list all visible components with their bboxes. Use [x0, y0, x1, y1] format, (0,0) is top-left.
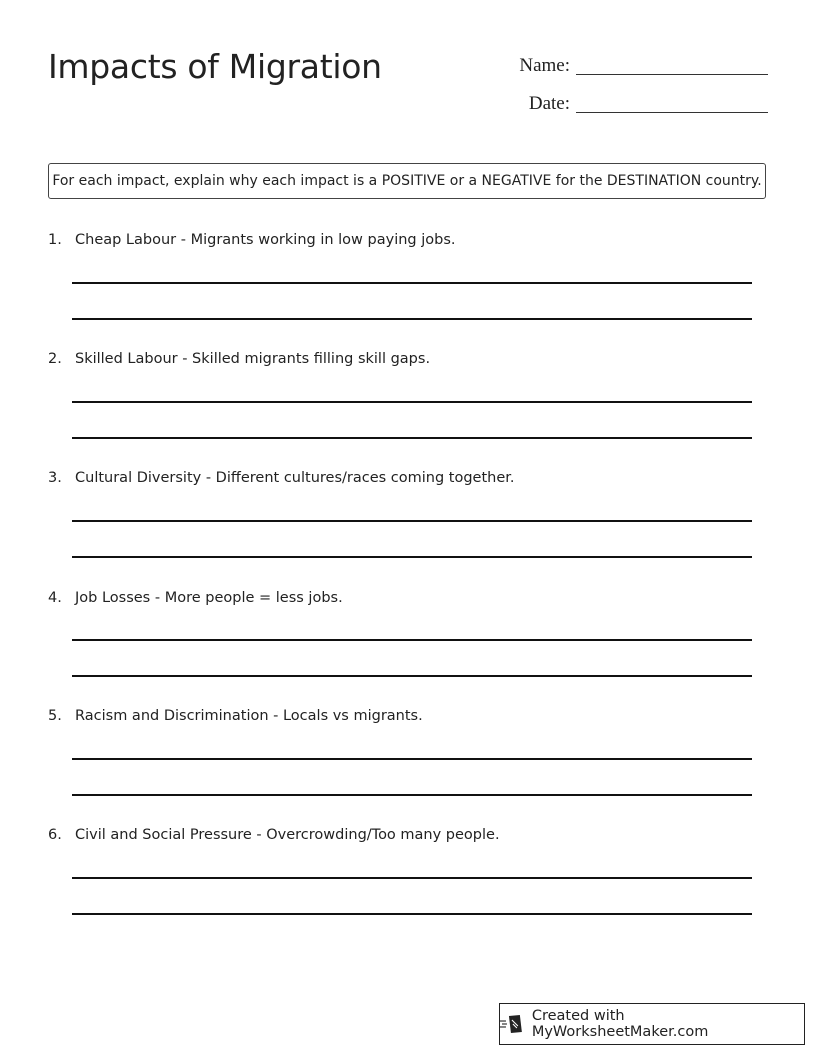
footer-text: Created with MyWorksheetMaker.com — [531, 1008, 709, 1040]
name-label: Name: — [519, 55, 570, 76]
question-text: Job Losses - More people = less jobs. — [75, 590, 343, 606]
question-4 — [48, 590, 752, 606]
date-input-line[interactable] — [576, 94, 768, 113]
answer-line[interactable] — [72, 401, 752, 403]
question-3 — [48, 470, 752, 486]
question-text: Skilled Labour - Skilled migrants filling skill gaps. — [75, 351, 431, 367]
date-field[interactable] — [490, 94, 768, 113]
question-1 — [48, 232, 752, 248]
answer-line[interactable] — [72, 556, 752, 558]
answer-line[interactable] — [72, 318, 752, 320]
question-number: 5. — [48, 708, 62, 724]
answer-line[interactable] — [72, 639, 752, 641]
answer-line[interactable] — [72, 520, 752, 522]
answer-line[interactable] — [72, 913, 752, 915]
question-number: 3. — [48, 470, 62, 486]
name-input-line[interactable] — [576, 56, 768, 75]
question-number: 2. — [48, 351, 62, 367]
answer-line[interactable] — [72, 437, 752, 439]
question-number: 1. — [48, 232, 62, 248]
answer-line[interactable] — [72, 877, 752, 879]
instructions-text: For each impact, explain why each impact is a POSITIVE or a NEGATIVE for the DESTINATION country. — [52, 173, 762, 189]
question-6 — [48, 827, 752, 843]
answer-line[interactable] — [72, 282, 752, 284]
page-title: Impacts of Migration — [48, 47, 382, 86]
answer-line[interactable] — [72, 794, 752, 796]
instructions-box — [48, 163, 766, 199]
question-text: Racism and Discrimination - Locals vs migrants. — [75, 708, 423, 724]
question-2 — [48, 351, 752, 367]
question-number: 6. — [48, 827, 62, 843]
date-label: Date: — [528, 93, 570, 114]
name-field[interactable] — [490, 56, 768, 75]
answer-line[interactable] — [72, 675, 752, 677]
question-number: 4. — [48, 590, 62, 606]
answer-line[interactable] — [72, 758, 752, 760]
question-text: Civil and Social Pressure - Overcrowding/Too many people. — [75, 827, 500, 843]
question-text: Cheap Labour - Migrants working in low paying jobs. — [75, 232, 456, 248]
footer-credit — [499, 1003, 805, 1045]
worksheet-logo-icon — [500, 1014, 524, 1034]
question-text: Cultural Diversity - Different cultures/races coming together. — [75, 470, 515, 486]
question-5 — [48, 708, 752, 724]
